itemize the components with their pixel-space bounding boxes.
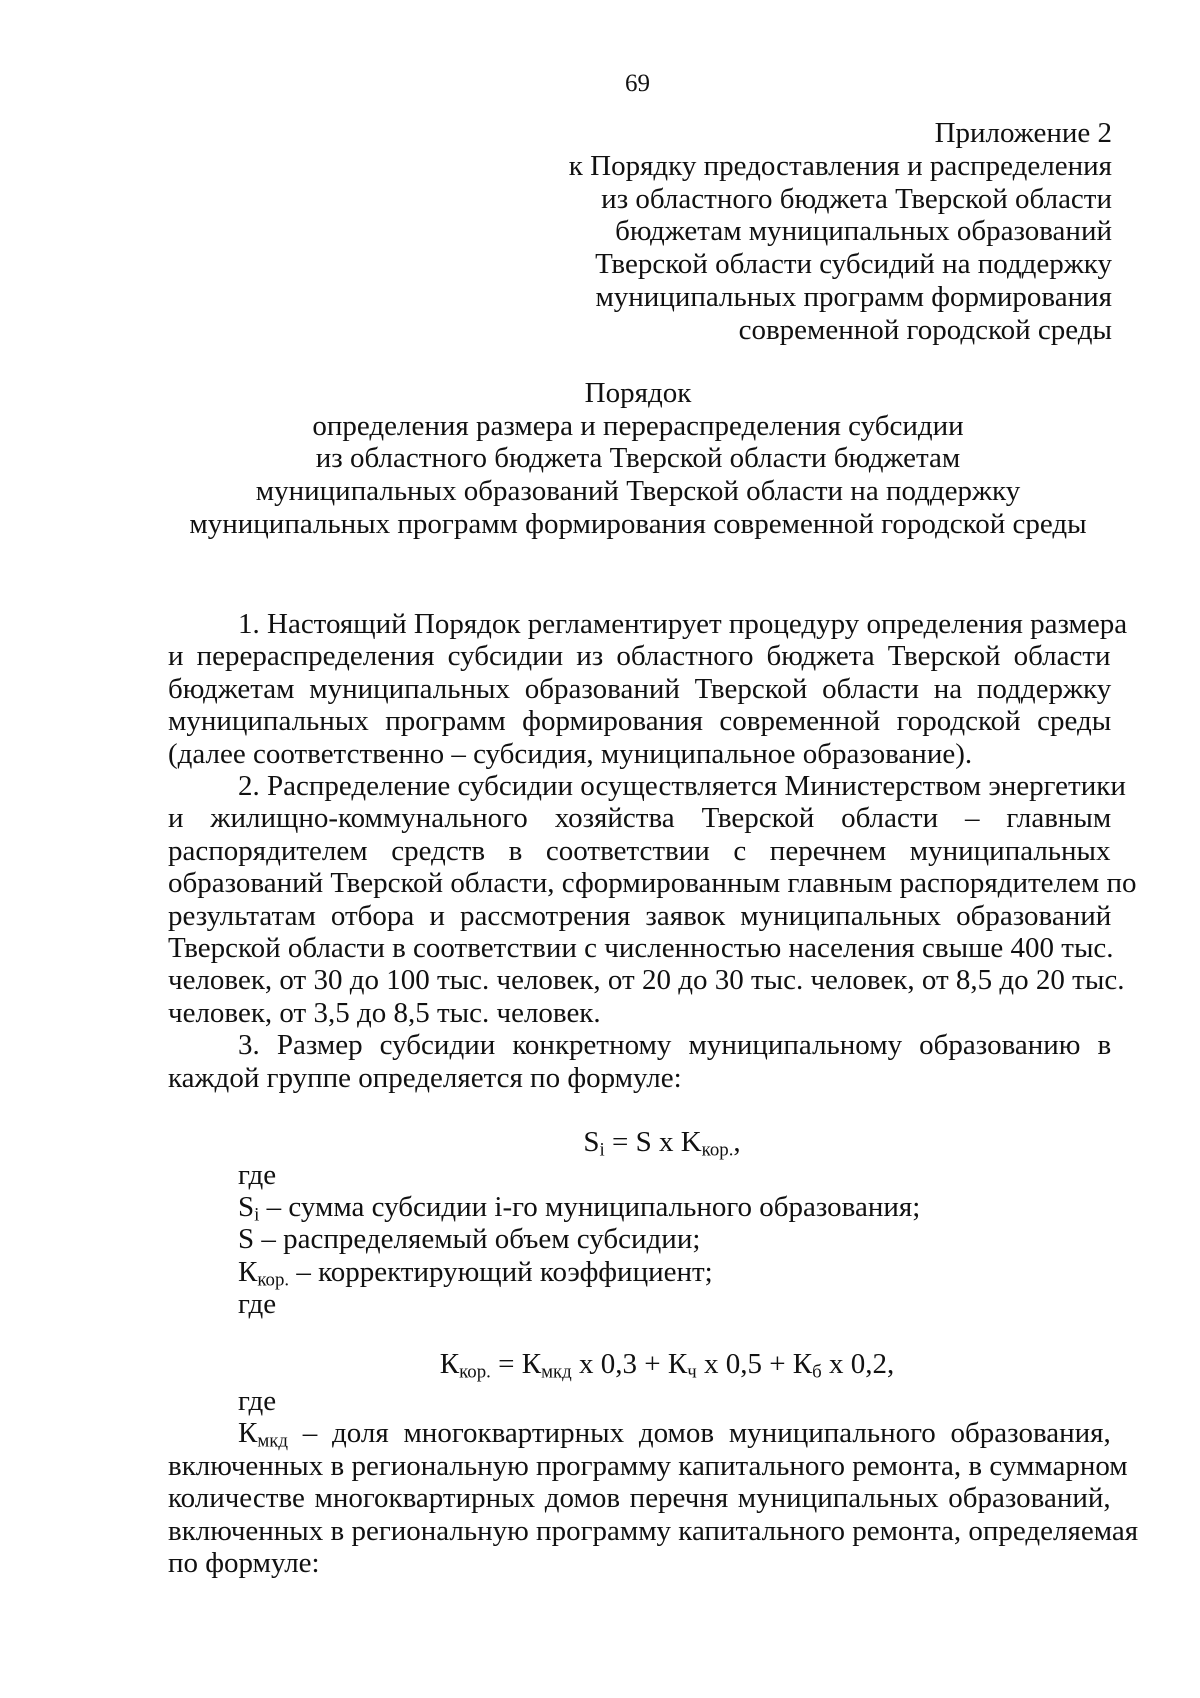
- formula-subscript: кор.: [701, 1139, 734, 1161]
- definition-text: – корректирующий коэффициент;: [289, 1255, 713, 1288]
- text-line: человек, от 30 до 100 тыс. человек, от 20 до 30 тыс. человек, от 8,5 до 20 тыс.: [168, 964, 1125, 997]
- formula-text: = S x K: [604, 1126, 702, 1159]
- document-body: [168, 608, 1139, 1579]
- title-line: муниципальных образований Тверской области на поддержку: [255, 475, 1021, 508]
- text-line: результатам отбора и рассмотрения заявок муниципальных образований: [168, 899, 1112, 932]
- title-heading: Порядок: [584, 377, 692, 409]
- formula-symbol: К: [439, 1347, 460, 1380]
- text-line: человек, от 3,5 до 8,5 тыс. человек.: [168, 996, 601, 1029]
- text-line: по формуле:: [168, 1546, 320, 1579]
- text-line: образований Тверской области, сформированным главным распорядителем по: [168, 867, 1137, 900]
- appendix-line: муниципальных программ формирования: [595, 280, 1112, 313]
- formula-subscript: мкд: [257, 1431, 289, 1453]
- formula-subscript: ч: [687, 1361, 697, 1383]
- appendix-line: из областного бюджета Тверской области: [601, 182, 1112, 215]
- text-line: 3. Размер субсидии конкретному муниципальному образованию в: [238, 1029, 1112, 1062]
- appendix-line: Приложение 2: [934, 117, 1112, 149]
- text-line: 2. Распределение субсидии осуществляется Министерством энергетики: [238, 770, 1126, 803]
- paragraph-1: [168, 608, 1128, 770]
- where-label: где: [238, 1158, 277, 1191]
- text-line: каждой группе определяется по формуле:: [168, 1061, 682, 1094]
- appendix-header: [472, 117, 1112, 347]
- formula-subscript: мкд: [541, 1361, 572, 1383]
- definition-s: S – распределяемый объем субсидии;: [238, 1223, 701, 1256]
- text-line: Тверской области в соответствии с численностью населения свыше 400 тыс.: [168, 932, 1114, 965]
- text-line: и жилищно-коммунального хозяйства Тверской области – главным: [168, 802, 1112, 835]
- formula-subscript: б: [812, 1361, 822, 1383]
- definition-kkor: [168, 1255, 1111, 1291]
- text-fragment: – доля многоквартирных домов муниципального образования,: [288, 1417, 1111, 1450]
- definition-si: [168, 1190, 1111, 1226]
- appendix-line: современной городской среды: [738, 313, 1112, 346]
- text-line: распорядителем средств в соответствии с перечнем муниципальных: [168, 834, 1111, 867]
- text-line: 1. Настоящий Порядок регламентирует процедуру определения размера: [238, 608, 1128, 640]
- formula-symbol: К: [238, 1417, 258, 1450]
- appendix-line: Тверской области субсидий на поддержку: [595, 248, 1112, 281]
- text-line: бюджетам муниципальных образований Тверской области на поддержку: [168, 672, 1112, 705]
- formula-text: = К: [490, 1347, 542, 1380]
- formula-text: x 0,3 + К: [571, 1347, 688, 1380]
- where-label: где: [238, 1384, 277, 1417]
- text-line: (далее соответственно – субсидия, муниципальное образование).: [168, 737, 973, 770]
- text-line: [168, 1417, 1111, 1453]
- formula-subscript: кор.: [257, 1269, 290, 1291]
- paragraph-3: [168, 1029, 1111, 1094]
- page-number: 69: [625, 70, 650, 97]
- formula-text: x 0,2,: [821, 1347, 895, 1380]
- formula-subsidy: [168, 1126, 1111, 1161]
- formula-symbol: S: [583, 1126, 600, 1159]
- definition-text: – сумма субсидии i-го муниципального образования;: [259, 1190, 921, 1223]
- text-line: количестве многоквартирных домов перечня муниципальных образований,: [168, 1482, 1111, 1515]
- document-title: [168, 377, 1108, 541]
- formula-subscript: i: [599, 1139, 605, 1161]
- title-line: из областного бюджета Тверской области бюджетам: [315, 442, 961, 475]
- appendix-line: к Порядку предоставления и распределения: [568, 149, 1112, 182]
- title-line: определения размера и перераспределения субсидии: [312, 409, 964, 442]
- text-line: и перераспределения субсидии из областного бюджета Тверской области: [168, 640, 1111, 673]
- paragraph-4: [168, 1417, 1139, 1579]
- formula-symbol: К: [238, 1255, 258, 1288]
- formula-symbol: S: [238, 1190, 255, 1223]
- formula-text: x 0,5 + К: [696, 1347, 813, 1380]
- formula-text: ,: [733, 1126, 741, 1159]
- where-label: где: [238, 1288, 277, 1321]
- paragraph-2: [168, 770, 1137, 1029]
- text-line: муниципальных программ формирования современной городской среды: [168, 705, 1112, 738]
- formula-subscript: i: [254, 1204, 260, 1226]
- appendix-line: бюджетам муниципальных образований: [615, 215, 1112, 248]
- title-line: муниципальных программ формирования современной городской среды: [189, 507, 1087, 540]
- text-line: включенных в региональную программу капитального ремонта, определяемая: [168, 1514, 1139, 1547]
- text-line: включенных в региональную программу капитального ремонта, в суммарном: [168, 1449, 1128, 1482]
- formula-subscript: кор.: [459, 1361, 491, 1383]
- formula-coefficient: [168, 1347, 1111, 1383]
